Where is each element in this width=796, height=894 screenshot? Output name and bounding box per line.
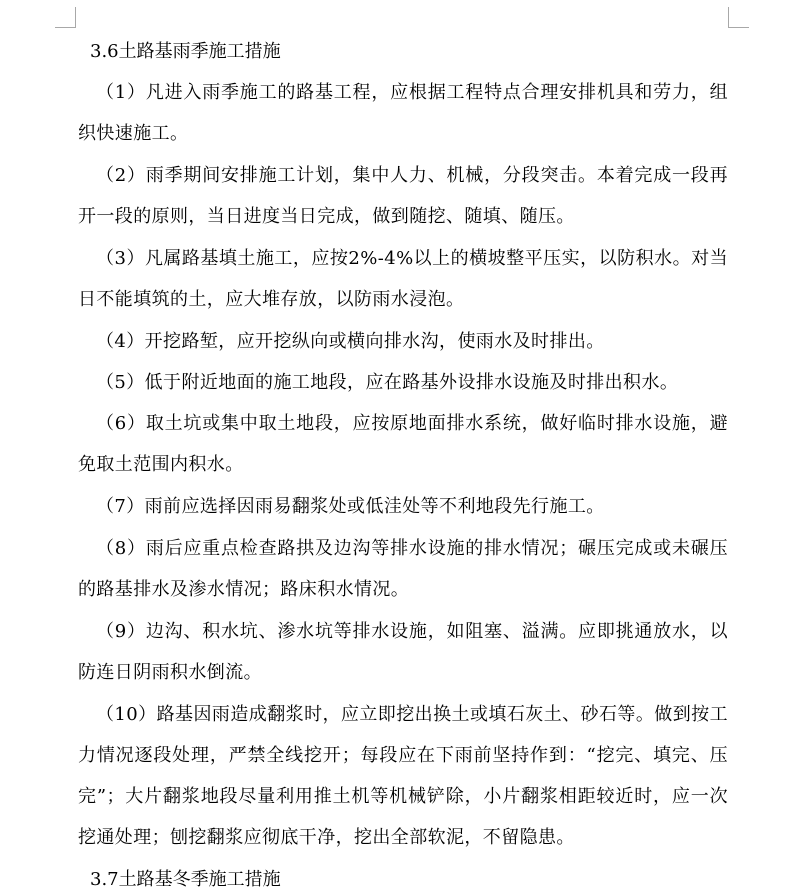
- paragraph-2: （2）雨季期间安排施工计划，集中人力、机械，分段突击。本着完成一段再开一段的原则，当日进度当日完成，做到随挖、随填、随压。: [78, 165, 728, 227]
- paragraph-7: （7）雨前应选择因雨易翻浆处或低洼处等不利地段先行施工。: [96, 496, 605, 517]
- section-heading: 3.6土路基雨季施工措施: [90, 41, 281, 62]
- paragraph-1: （1）凡进入雨季施工的路基工程，应根据工程特点合理安排机具和劳力，组织快速施工。: [78, 82, 728, 144]
- paragraph-9: （9）边沟、积水坑、渗水坑等排水设施，如阻塞、溢满。应即挑通放水，以防连日阴雨积水倒流。: [78, 621, 728, 683]
- crop-mark-top-right: [728, 7, 749, 28]
- paragraph-3: （3）凡属路基填土施工，应按2%-4%以上的横坡整平压实，以防积水。对当日不能填筑的土，应大堆存放，以防雨水浸泡。: [78, 248, 728, 310]
- paragraph-4: （4）开挖路堑，应开挖纵向或横向排水沟，使雨水及时排出。: [96, 331, 605, 352]
- crop-mark-top-left: [55, 7, 76, 28]
- paragraph-6: （6）取土坑或集中取土地段，应按原地面排水系统，做好临时排水设施，避免取土范围内积水。: [78, 413, 728, 475]
- paragraph-5: （5）低于附近地面的施工地段，应在路基外设排水设施及时排出积水。: [96, 372, 679, 393]
- next-section-heading: 3.7土路基冬季施工措施: [90, 869, 281, 890]
- paragraph-10: （10）路基因雨造成翻浆时，应立即挖出换土或填石灰土、砂石等。做到按工力情况逐段处理，严禁全线挖开；每段应在下雨前坚持作到：“挖完、填完、压完”；大片翻浆地段尽量利用推土机等机械铲除，小片翻浆相距较近时，应一次挖通处理；刨挖翻浆应彻底干净，挖出全部软泥，不留隐患。: [78, 704, 728, 848]
- paragraph-8: （8）雨后应重点检查路拱及边沟等排水设施的排水情况；碾压完成或未碾压的路基排水及渗水情况；路床积水情况。: [78, 538, 728, 600]
